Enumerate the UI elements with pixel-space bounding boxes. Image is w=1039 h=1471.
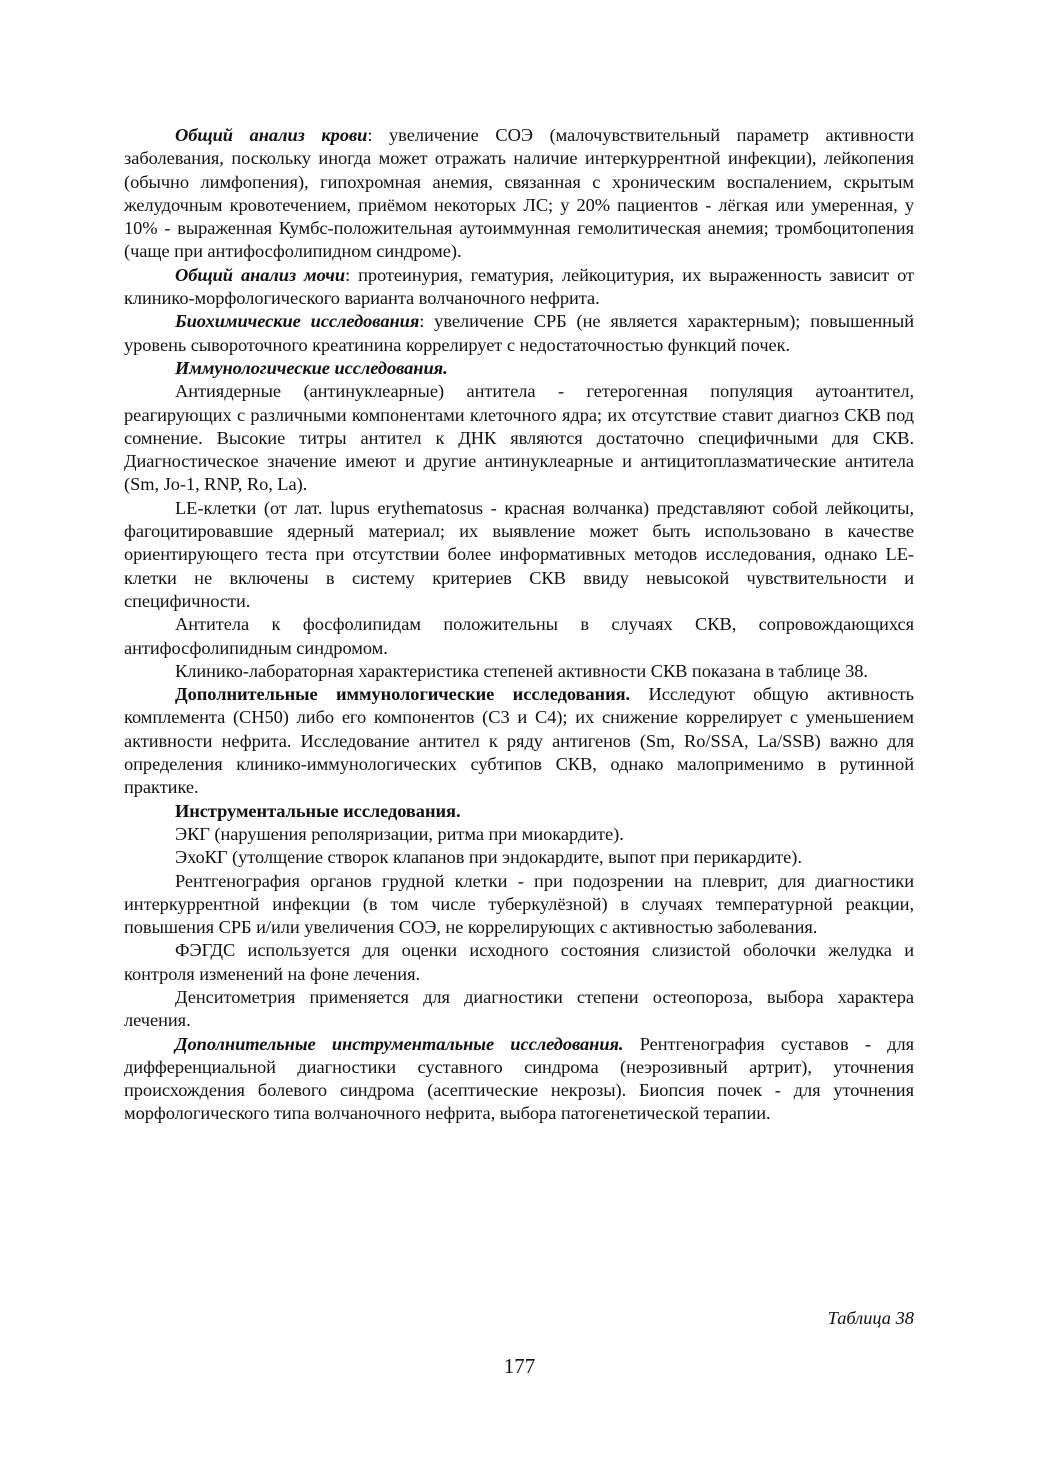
text-ecg: ЭКГ (нарушения реполяризации, ритма при миокардите). [175, 823, 624, 844]
paragraph-xray [124, 870, 914, 940]
page-body [124, 124, 914, 1126]
table-caption: Таблица 38 [827, 1308, 914, 1328]
heading-blood-test: Общий анализ крови [175, 125, 368, 145]
heading-urine-test: Общий анализ мочи [175, 264, 346, 285]
text-le-cells: LE-клетки (от лат. lupus erythematosus - красная волчанка) представляют собой лейкоциты, фагоцитировавшие ядерный материал; их выявление может быть использовано в качестве ориентирующего теста при отсутствии более информативных методов исследования, однако LE-клетки не включены в систему критериев СКВ ввиду невысокой чувствительности и специфичности. [124, 497, 914, 611]
paragraph-le-cells [124, 497, 914, 613]
paragraph-phospholipid [124, 613, 914, 660]
text-antinuclear: Антиядерные (антинуклеарные) антитела - гетерогенная популяция аутоантител, реагирующих с различными компонентами клеточного ядра; их отсутствие ставит диагноз СКВ под сомнение. Высокие титры антител к ДНК являются достаточно специфичными для СКВ. Диагностическое значение имеют и другие антинуклеарные и антицитоплазматические антитела (Sm, Jo-1, RNP, Ro, La). [124, 381, 914, 495]
paragraph-instrumental-heading [124, 800, 914, 823]
text-xray: Рентгенография органов грудной клетки - при подозрении на плеврит, для диагностики интеркуррентной инфекции (в том числе туберкулёзной) в случаях температурной реакции, повышения СРБ и/или увеличения СОЭ, не коррелирующих с активностью заболевания. [124, 870, 914, 938]
text-biochemical: : увеличение СРБ (не является характерным); повышенный уровень сывороточного креатинина коррелирует с недостаточностью функций почек. [124, 311, 914, 355]
paragraph-activity [124, 660, 914, 683]
text-fegds: ФЭГДС используется для оценки исходного состояния слизистой оболочки желудка и контроля изменений на фоне лечения. [124, 940, 914, 984]
text-activity: Клинико-лабораторная характеристика степеней активности СКВ показана в таблице 38. [175, 660, 868, 681]
heading-biochemical: Биохимические исследования [175, 311, 420, 332]
heading-instrumental: Инструментальные исследования. [175, 800, 461, 821]
text-extra-immunological: Исследуют общую активность комплемента (CH50) либо его компонентов (C3 и C4); их снижение коррелирует с уменьшением активности нефрита. Исследование антител к ряду антигенов (Sm, Ro/SSA, La/SSB) важно для определения клинико-иммунологических субтипов СКВ, однако малоприменимо в рутинной практике. [124, 684, 914, 798]
text-phospholipid: Антитела к фосфолипидам положительны в случаях СКВ, сопровождающихся антифосфолипидным синдромом. [124, 614, 914, 658]
paragraph-densitometry [124, 986, 914, 1033]
paragraph-blood-test [124, 124, 914, 264]
text-densitometry: Денситометрия применяется для диагностики степени остеопороза, выбора характера лечения. [124, 986, 914, 1031]
text-urine-test: : протеинурия, гематурия, лейкоцитурия, их выраженность зависит от клинико-морфологического варианта волчаночного нефрита. [124, 264, 914, 309]
text-blood-test: : увеличение СОЭ (малочувствительный параметр активности заболевания, поскольку иногда может отражать наличие интеркуррентной инфекции), лейкопения (обычно лимфопения), гипохромная анемия, связанная с хроническим воспалением, скрытым желудочным кровотечением, приёмом некоторых ЛС; у 20% пациентов - лёгкая или умеренная, у 10% - выраженная Кумбс-положительная аутоиммунная гемолитическая анемия; тромбоцитопения (чаще при антифосфолипидном синдроме). [124, 125, 914, 262]
text-extra-instrumental: Рентгенография суставов - для дифференциальной диагностики суставного синдрома (неэрозивный артрит), уточнения происхождения болевого синдрома (асептические некрозы). Биопсия почек - для уточнения морфологического типа волчаночного нефрита, выбора патогенетической терапии. [124, 1033, 915, 1124]
paragraph-antinuclear [124, 380, 914, 496]
page-number: 177 [503, 1354, 536, 1378]
paragraph-immunological-heading [124, 357, 914, 380]
paragraph-urine-test [124, 264, 914, 311]
heading-immunological: Иммунологические исследования. [175, 357, 448, 378]
paragraph-biochemical [124, 310, 914, 357]
text-echo: ЭхоКГ (утолщение створок клапанов при эндокардите, выпот при перикардите). [175, 847, 802, 868]
paragraph-ecg [124, 823, 914, 846]
paragraph-fegds [124, 939, 914, 986]
paragraph-extra-immunological [124, 683, 914, 799]
heading-extra-immunological: Дополнительные иммунологические исследования. [175, 684, 631, 705]
heading-extra-instrumental: Дополнительные инструментальные исследования. [175, 1033, 624, 1054]
paragraph-echo [124, 846, 914, 869]
paragraph-extra-instrumental [124, 1033, 914, 1126]
